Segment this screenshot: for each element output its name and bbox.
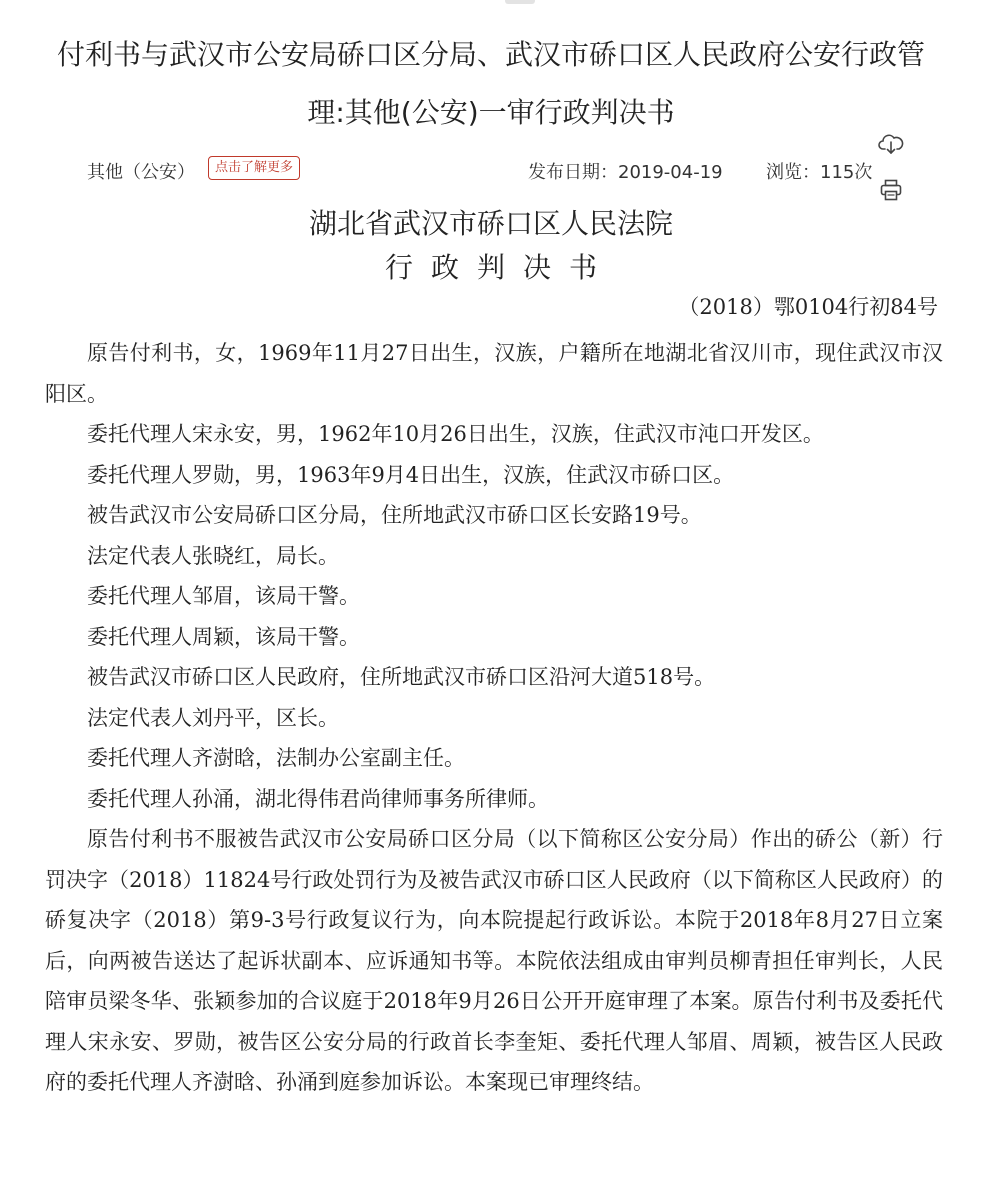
publish-date: 发布日期：2019-04-19 [528, 162, 723, 183]
judgment-body [45, 333, 943, 1103]
plaintiff-agent-paragraph: 委托代理人罗勋，男，1963年9月4日出生，汉族，住武汉市硚口区。 [87, 462, 735, 487]
document-type: 行政判决书 [384, 251, 615, 284]
case-title: 付利书与武汉市公安局硚口区分局、武汉市硚口区人民政府公安行政管理:其他(公安)一审行政判决书 [56, 38, 925, 129]
plaintiff-agent-paragraph: 委托代理人宋永安，男，1962年10月26日出生，汉族，住武汉市沌口开发区。 [87, 422, 824, 446]
download-icon[interactable] [878, 133, 904, 157]
defendant-paragraph: 被告武汉市硚口区人民政府，住所地武汉市硚口区沿河大道518号。 [87, 665, 716, 689]
defendant-agent-paragraph: 委托代理人齐澍晗，法制办公室副主任。 [87, 746, 465, 770]
plaintiff-paragraph: 原告付利书，女，1969年11月27日出生，汉族，户籍所在地湖北省汉川市，现住武汉市汉阳区。 [45, 341, 943, 406]
defendant-agent-paragraph: 委托代理人周颖，该局干警。 [87, 624, 360, 649]
print-icon[interactable] [878, 178, 904, 202]
top-bar [0, 0, 982, 8]
case-number: （2018）鄂0104行初84号 [678, 295, 938, 319]
meta-bar [0, 150, 982, 194]
case-category: 其他（公安） [87, 162, 195, 183]
top-edge-mark [505, 0, 535, 4]
court-name: 湖北省武汉市硚口区人民法院 [308, 207, 673, 240]
learn-more-link[interactable]: 点击了解更多 [208, 156, 300, 180]
defendant-agent-paragraph: 委托代理人邹眉，该局干警。 [87, 584, 360, 608]
defendant-agent-paragraph: 委托代理人孙涌，湖北得伟君尚律师事务所律师。 [87, 786, 549, 811]
case-background-paragraph: 原告付利书不服被告武汉市公安局硚口区分局（以下简称区公安分局）作出的硚公（新）行罚决字（2018）11824号行政处罚行为及被告武汉市硚口区人民政府（以下简称区人民政府）的硚复决字（2018）第9-3号行政复议行为，向本院提起行政诉讼。本院于2018年8月27日立案后，向两被告送达了起诉状副本、应诉通知书等。本院依法组成由审判员柳青担任审判长，人民陪审员梁冬华、张颖参加的合议庭于2018年9月26日公开开庭审理了本案。原告付利书及委托代理人宋永安、罗勋，被告区公安分局的行政首长李奎矩、委托代理人邹眉、周颖，被告区人民政府的委托代理人齐澍晗、孙涌到庭参加诉讼。本案现已审理终结。 [45, 827, 943, 1094]
view-count: 浏览：115次 [766, 162, 873, 183]
legal-representative-paragraph: 法定代表人刘丹平，区长。 [87, 705, 339, 730]
legal-representative-paragraph: 法定代表人张晓红，局长。 [87, 543, 339, 568]
defendant-paragraph: 被告武汉市公安局硚口区分局，住所地武汉市硚口区长安路19号。 [87, 503, 702, 527]
